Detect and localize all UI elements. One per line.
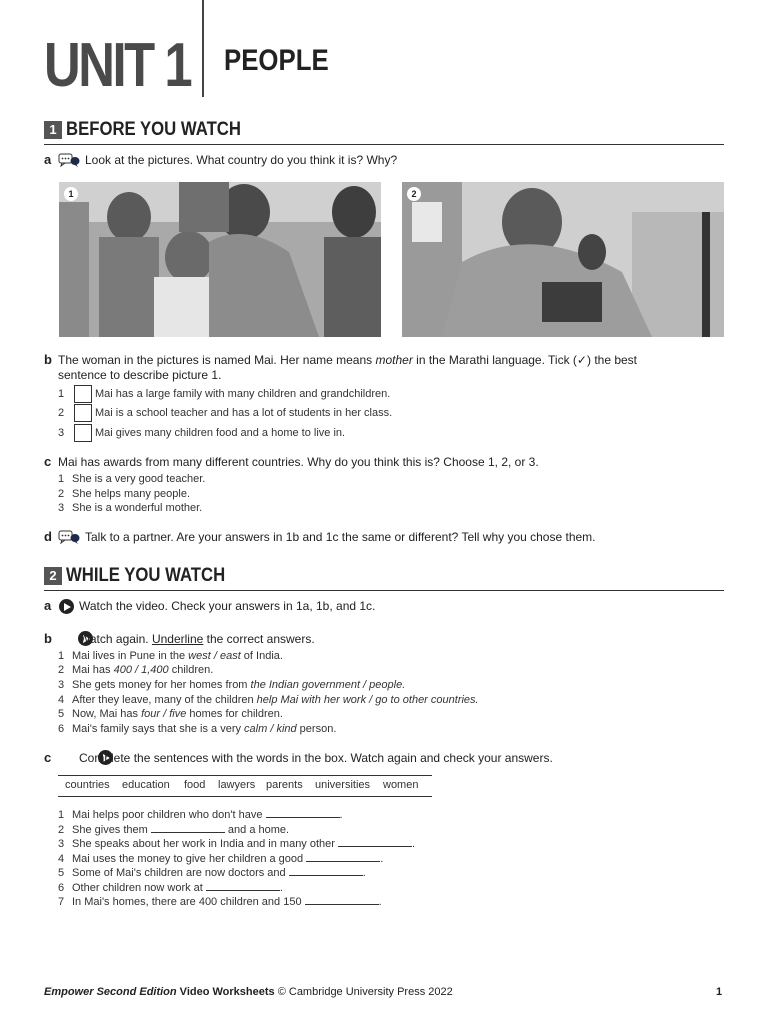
- photo-2-illustration: [402, 182, 724, 337]
- question-1b-letter: b: [44, 352, 52, 367]
- answer-blank[interactable]: [266, 807, 340, 818]
- unit-topic: PEOPLE: [224, 44, 329, 77]
- section-1-number: 1: [44, 121, 62, 139]
- question-1a-text: Look at the pictures. What country do you think it is? Why?: [85, 153, 398, 167]
- option-1b-1-text: Mai has a large family with many children and grandchildren.: [95, 388, 391, 400]
- option-1b-1-number: 1: [58, 388, 65, 400]
- word-box-item: women: [383, 779, 419, 791]
- word-box-item: food: [184, 779, 206, 791]
- item-2b-3: 3 She gets money for her homes from the Indian government / people.: [58, 679, 406, 691]
- item-2c-6: 6 Other children now work at .: [58, 882, 283, 894]
- answer-blank[interactable]: [306, 851, 380, 862]
- word-box-item: universities: [315, 779, 371, 791]
- checkbox-1b-3[interactable]: [74, 424, 92, 442]
- item-2c-2: 2 She gives them and a home.: [58, 824, 290, 836]
- answer-blank[interactable]: [338, 836, 412, 847]
- option-1c-2: 2 She helps many people.: [58, 488, 191, 500]
- option-1b-2-number: 2: [58, 407, 65, 419]
- photo-1-illustration: [59, 182, 381, 337]
- item-2c-7: 7 In Mai's homes, there are 400 children and 150 .: [58, 896, 382, 908]
- item-2c-5: 5 Some of Mai's children are now doctors and .: [58, 867, 366, 879]
- option-1c-1: 1 She is a very good teacher.: [58, 473, 206, 485]
- word-box: [58, 775, 432, 797]
- item-2b-6: 6 Mai's family says that she is a very calm / kind person.: [58, 723, 337, 735]
- question-1d-letter: d: [44, 529, 52, 544]
- word-box-item: lawyers: [218, 779, 256, 791]
- item-2c-3: 3 She speaks about her work in India and in many other .: [58, 838, 416, 850]
- footer-credit: Empower Second Edition Video Worksheets © Cambridge University Press 2022: [44, 986, 453, 998]
- section-2-title: WHILE YOU WATCH: [66, 565, 226, 586]
- item-2b-2: 2 Mai has 400 / 1,400 children.: [58, 664, 214, 676]
- unit-title: UNIT 1: [44, 31, 191, 100]
- question-2c-text: Complete the sentences with the words in the box. Watch again and check your answers.: [79, 751, 553, 765]
- option-1b-2-text: Mai is a school teacher and has a lot of students in her class.: [95, 407, 393, 419]
- item-2c-4: 4 Mai uses the money to give her children a good .: [58, 853, 384, 865]
- item-2c-1: 1 Mai helps poor children who don't have .: [58, 809, 343, 821]
- question-1b-text: The woman in the pictures is named Mai. Her name means mother in the Marathi language. Tick (✓) the best: [58, 353, 638, 367]
- section-1-header: [44, 118, 724, 145]
- item-2b-1: 1 Mai lives in Pune in the west / east of India.: [58, 650, 283, 662]
- word-box-item: parents: [266, 779, 303, 791]
- question-2a-letter: a: [44, 598, 52, 613]
- header-divider: [202, 0, 204, 97]
- question-2c-letter: c: [44, 750, 52, 765]
- answer-blank[interactable]: [206, 880, 280, 891]
- item-2b-5: 5 Now, Mai has four / five homes for children.: [58, 708, 283, 720]
- word-box-item: education: [122, 779, 170, 791]
- chat-bubbles-icon: [58, 530, 80, 544]
- question-1a-letter: a: [44, 152, 52, 167]
- question-1c-letter: c: [44, 454, 52, 469]
- chat-bubbles-icon: [58, 153, 80, 167]
- section-2-header: [44, 564, 724, 591]
- item-2b-4: 4 After they leave, many of the children help Mai with her work / go to other countries.: [58, 694, 479, 706]
- answer-blank[interactable]: [289, 865, 363, 876]
- answer-blank[interactable]: [151, 822, 225, 833]
- option-1b-3-number: 3: [58, 427, 65, 439]
- question-2a-text: Watch the video. Check your answers in 1a, 1b, and 1c.: [79, 599, 376, 613]
- question-1b-text-line-2: sentence to describe picture 1.: [58, 368, 222, 382]
- question-1d-text: Talk to a partner. Are your answers in 1b and 1c the same or different? Tell why you chose them.: [85, 530, 596, 544]
- photo-mai-with-award: [402, 182, 724, 337]
- photo-1-label: 1: [64, 187, 78, 201]
- question-2b-text: Watch again. Underline the correct answers.: [79, 632, 315, 646]
- checkbox-1b-1[interactable]: [74, 385, 92, 403]
- answer-blank[interactable]: [305, 894, 379, 905]
- word-box-item: countries: [65, 779, 110, 791]
- option-1c-3: 3 She is a wonderful mother.: [58, 502, 203, 514]
- checkbox-1b-2[interactable]: [74, 404, 92, 422]
- question-2b-letter: b: [44, 631, 52, 646]
- photo-mai-with-children: [59, 182, 381, 337]
- section-1-title: BEFORE YOU WATCH: [66, 119, 241, 140]
- question-1c-text: Mai has awards from many different countries. Why do you think this is? Choose 1, 2, or 3.: [58, 455, 539, 469]
- section-2-number: 2: [44, 567, 62, 585]
- option-1b-3-text: Mai gives many children food and a home to live in.: [95, 427, 346, 439]
- play-icon[interactable]: [59, 599, 74, 614]
- photo-2-label: 2: [407, 187, 421, 201]
- page-number: 1: [716, 986, 723, 998]
